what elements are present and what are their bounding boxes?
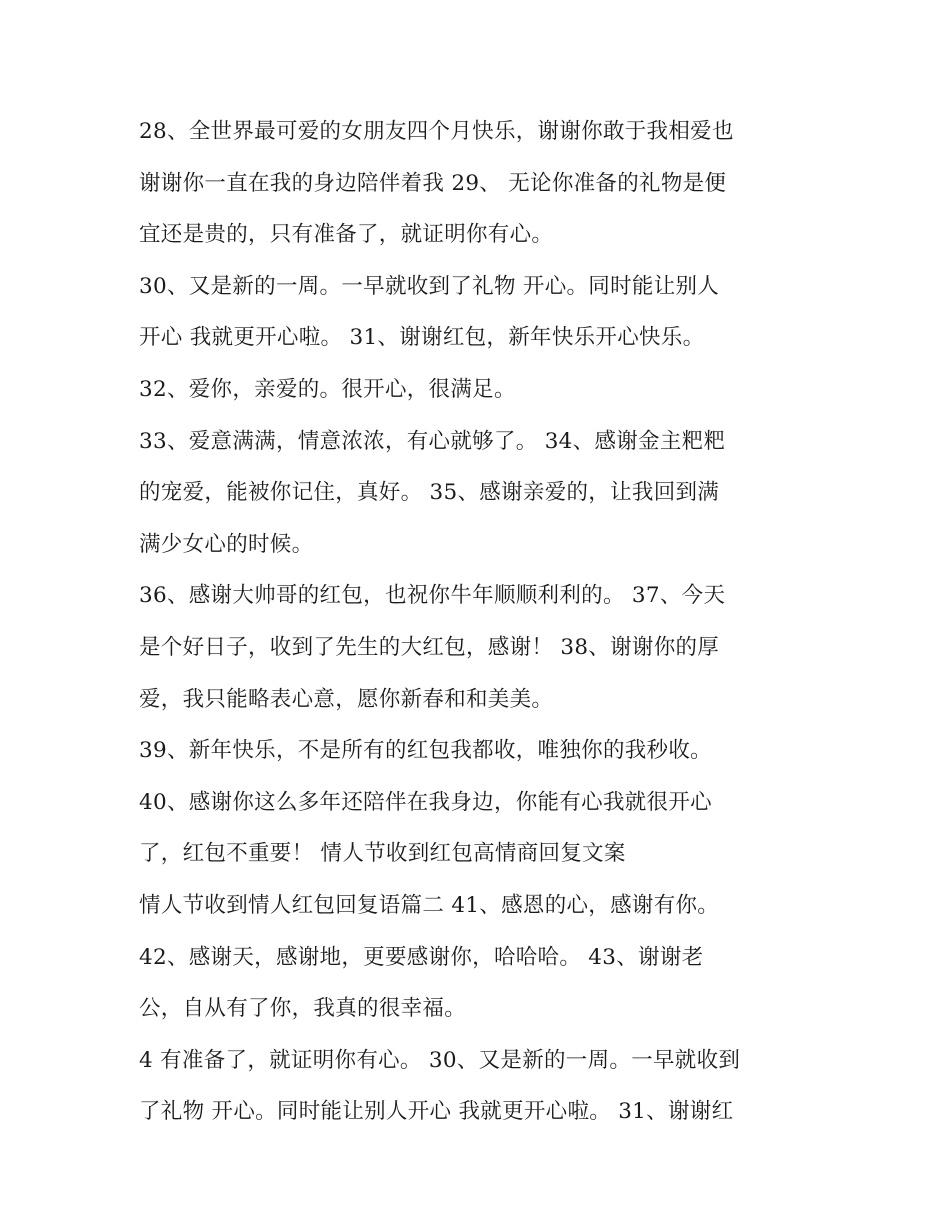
text-line: 是个好日子，收到了先生的大红包，感谢！ 38、谢谢你的厚 bbox=[139, 634, 720, 660]
text-line: 40、感谢你这么多年还陪伴在我身边，你能有心我就很开心 bbox=[139, 789, 712, 815]
text-line: 30、又是新的一周。一早就收到了礼物 开心。同时能让别人 bbox=[139, 273, 720, 299]
text-line: 满少女心的时候。 bbox=[139, 531, 314, 557]
text-line: 爱，我只能略表心意，愿你新春和和美美。 bbox=[139, 686, 554, 712]
text-line: 了礼物 开心。同时能让别人开心 我就更开心啦。 31、谢谢红 bbox=[139, 1099, 734, 1125]
text-line: 情人节收到情人红包回复语篇二 41、感恩的心，感谢有你。 bbox=[139, 892, 720, 918]
text-line: 谢谢你一直在我的身边陪伴着我 29、 无论你准备的礼物是便 bbox=[139, 170, 727, 196]
document-body bbox=[139, 106, 829, 1138]
text-line: 了，红包不重要！ 情人节收到红包高情商回复文案 bbox=[139, 841, 626, 867]
text-line: 开心 我就更开心啦。 31、谢谢红包，新年快乐开心快乐。 bbox=[139, 325, 705, 351]
text-line: 32、爱你，亲爱的。很开心，很满足。 bbox=[139, 376, 516, 402]
text-line: 4 有准备了，就证明你有心。 30、又是新的一周。一早就收到 bbox=[139, 1047, 741, 1073]
text-line: 的宠爱，能被你记住，真好。 35、感谢亲爱的，让我回到满 bbox=[139, 480, 720, 506]
text-line: 42、感谢天，感谢地，更要感谢你，哈哈哈。 43、谢谢老 bbox=[139, 944, 704, 970]
text-line: 宜还是贵的，只有准备了，就证明你有心。 bbox=[139, 222, 554, 248]
text-line: 39、新年快乐，不是所有的红包我都收，唯独你的我秒收。 bbox=[139, 738, 712, 764]
text-line: 36、感谢大帅哥的红包，也祝你牛年顺顺利利的。 37、今天 bbox=[139, 583, 726, 609]
text-line: 公，自从有了你，我真的很幸福。 bbox=[139, 996, 467, 1022]
text-line: 33、爱意满满，情意浓浓，有心就够了。 34、感谢金主粑粑 bbox=[139, 428, 726, 454]
text-line: 28、全世界最可爱的女朋友四个月快乐，谢谢你敢于我相爱也 bbox=[139, 119, 734, 144]
